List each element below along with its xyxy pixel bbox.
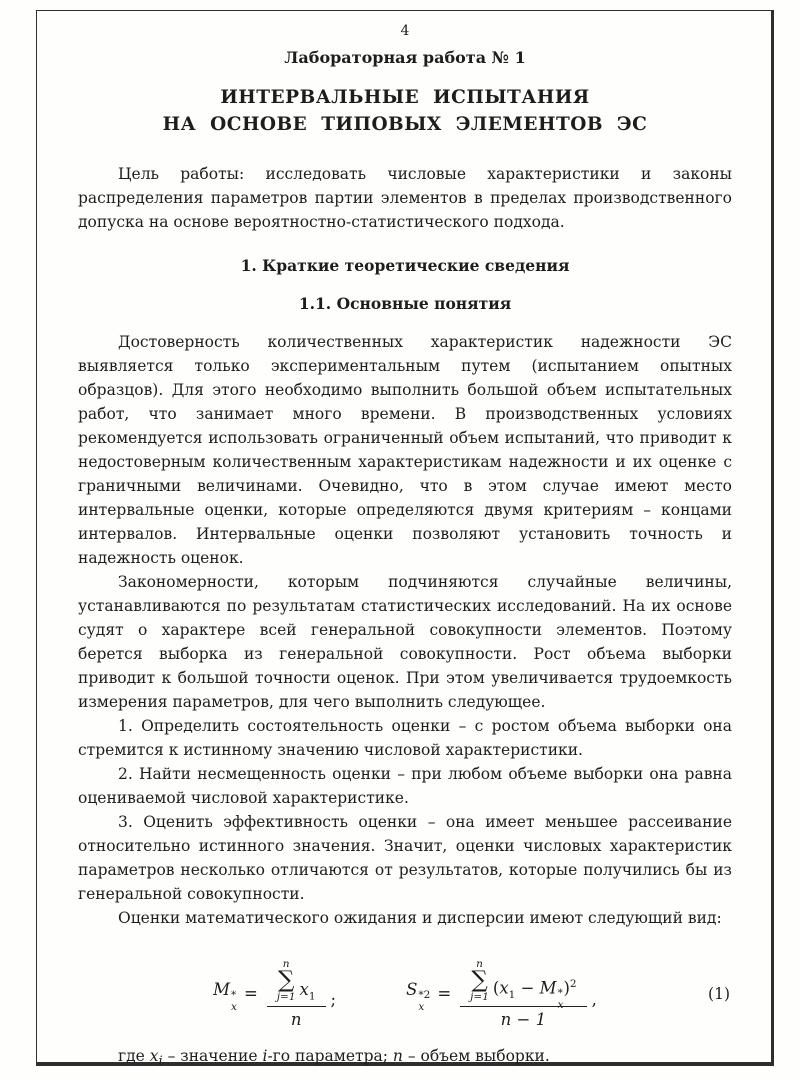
variance-fraction xyxy=(460,959,586,1030)
mean-superscript: * xyxy=(231,988,237,1001)
variance-term xyxy=(493,972,577,1009)
lab-work-header: Лабораторная работа № 1 xyxy=(284,48,526,67)
mean-term-sub: 1 xyxy=(308,990,316,1003)
footnote-mid1: – значение xyxy=(162,1047,263,1065)
equals-sign-2: = xyxy=(437,984,452,1003)
equation-number: (1) xyxy=(708,985,730,1003)
mean-base: M xyxy=(213,979,231,999)
close-paren: ) xyxy=(563,978,570,998)
variance-term-sub: 1 xyxy=(508,988,516,1001)
sigma-icon: ∑ xyxy=(277,967,295,993)
list-item-3: 3. Оценить эффективность оценки – она имеет меньшее рассеивание относительно истинного значения. Значит, оценки числовых характеристик параметров несколько отличаются от результатов, которые получились бы из генеральной совокупности. xyxy=(78,813,732,903)
equation-1 xyxy=(213,959,597,1030)
section-heading-1: 1. Краткие теоретические сведения xyxy=(240,256,570,275)
sigma-icon: ∑ xyxy=(471,967,488,993)
mean-fraction xyxy=(267,959,326,1030)
squared-exponent: 2 xyxy=(569,977,577,990)
variance-superscript: *2 xyxy=(418,988,431,1001)
footnote-var-x-sub: i xyxy=(158,1054,163,1070)
sum-upper-limit-2: n xyxy=(476,957,483,970)
variance-mean-sup: * xyxy=(557,987,563,1000)
variance-supsub xyxy=(418,990,430,1013)
mean-term xyxy=(300,978,316,1008)
variance-numerator xyxy=(460,957,586,1011)
variance-mean-supsub xyxy=(558,988,564,1011)
footnote-var-x: x xyxy=(149,1047,159,1065)
footnote-tail: – объем выборки. xyxy=(402,1047,550,1065)
footnote-prefix: где xyxy=(118,1047,150,1065)
document-title-line1: ИНТЕРВАЛЬНЫЕ ИСПЫТАНИЯ xyxy=(220,87,590,108)
sum-upper-limit-1: n xyxy=(282,957,290,970)
summation-symbol-1 xyxy=(277,959,296,1003)
comma: , xyxy=(591,990,597,1009)
mean-numerator xyxy=(267,959,326,1006)
variance-base: S xyxy=(406,979,418,999)
mean-subscript: x xyxy=(231,1000,237,1013)
document-title xyxy=(78,84,732,138)
footnote-var-i: i xyxy=(262,1047,268,1065)
mean-denominator: n xyxy=(267,1006,326,1030)
list-item-2: 2. Найти несмещенность оценки – при любом объеме выборки она равна оцениваемой числовой характеристике. xyxy=(78,765,732,807)
equals-sign-1: = xyxy=(243,984,258,1003)
open-paren: ( xyxy=(492,978,500,998)
variance-denominator: n − 1 xyxy=(460,1006,586,1030)
variance-mean-base: M xyxy=(539,978,557,998)
sum-lower-limit-2: j=1 xyxy=(470,991,489,1003)
paragraph-laws: Закономерности, которым подчиняются случайные величины, устанавливаются по результатам статистических исследований. На их основе судят о характере всей генеральной совокупности элементов. Поэтому берется выборка из генеральной совокупности. Рост объема выборки приводит к большой точности оценок. При этом увеличивается трудоемкость измерения параметров, для чего выполнить следующее. xyxy=(78,573,732,711)
semicolon: ; xyxy=(330,990,337,1009)
footnote-mid2: -го параметра; xyxy=(267,1047,393,1065)
mean-symbol xyxy=(213,978,237,1013)
paragraph-basics: Достоверность количественных характеристик надежности ЭС выявляется только экспериментальным путем (испытанием опытных образцов). Для этого необходимо выполнить большой объем испытательных работ, что занимает много времени. В производственных условиях рекомендуется использовать ограниченный объем испытаний, что приводит к недостоверным количественным характеристикам надежности и их оценке с граничными величинами. Очевидно, что в этом случае имеют место интервальные оценки, которые определяются двумя критериям – концами интервалов. Интервальные оценки позволяют установить точность и надежность оценок. xyxy=(78,333,732,567)
formula-footnote xyxy=(78,1044,732,1074)
subsection-heading-1-1: 1.1. Основные понятия xyxy=(298,294,512,313)
list-item-1: 1. Определить состоятельность оценки – с ростом объема выборки она стремится к истинному значению числовой характеристики. xyxy=(78,717,732,759)
page-number: 4 xyxy=(400,23,410,39)
variance-mean-sub: x xyxy=(557,998,564,1011)
sum-lower-limit-1: j=1 xyxy=(276,991,296,1003)
formula-block xyxy=(78,944,732,1044)
mean-term-var: x xyxy=(299,980,309,1000)
variance-term-var: x xyxy=(499,978,509,998)
summation-symbol-2 xyxy=(470,959,489,1003)
purpose-paragraph: Цель работы: исследовать числовые характеристики и законы распределения параметров партии элементов в пределах производственного допуска на основе вероятностно-статистического подхода. xyxy=(78,165,732,231)
page-content xyxy=(78,22,732,1074)
paragraph-estimates-intro: Оценки математического ожидания и дисперсии имеют следующий вид: xyxy=(118,909,722,927)
variance-symbol xyxy=(406,978,431,1013)
minus-sign: − xyxy=(520,978,535,998)
document-title-line2: НА ОСНОВЕ ТИПОВЫХ ЭЛЕМЕНТОВ ЭС xyxy=(162,114,648,135)
variance-subscript: x xyxy=(418,1000,425,1013)
footnote-var-n: n xyxy=(392,1047,403,1065)
mean-supsub xyxy=(231,990,237,1013)
